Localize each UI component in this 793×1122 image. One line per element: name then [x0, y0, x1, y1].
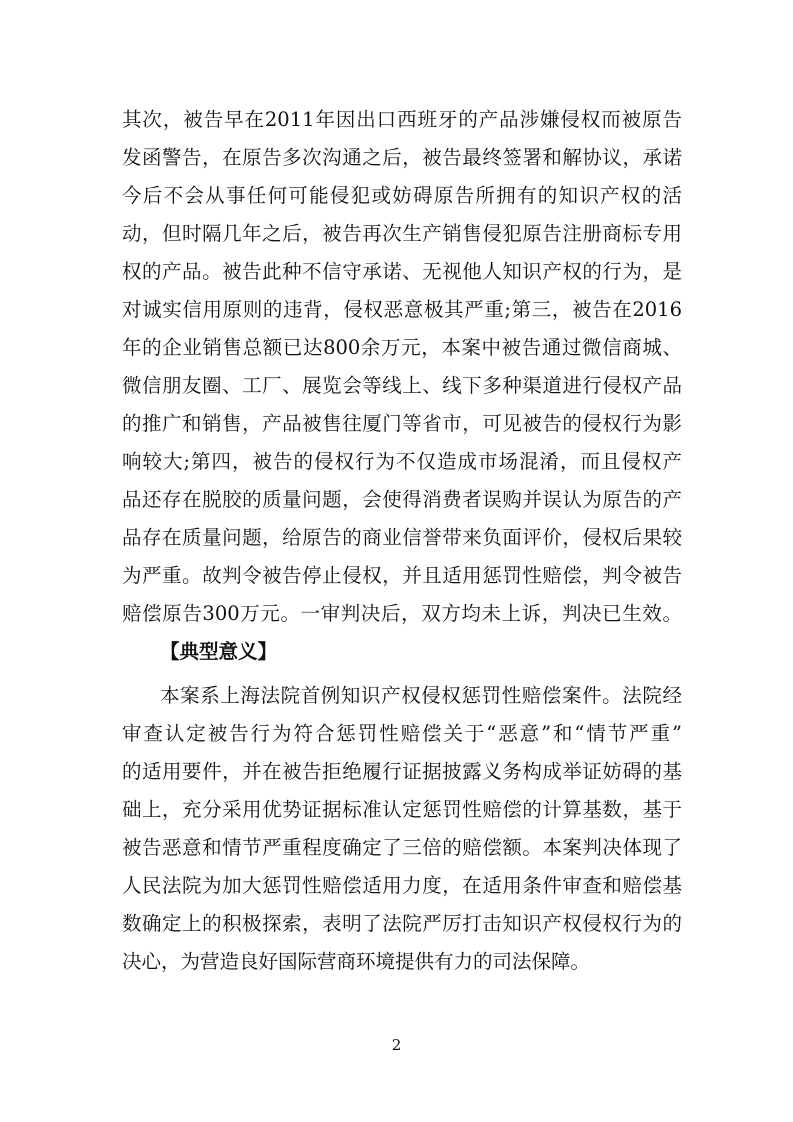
paragraph-line: 对诚实信用原则的违背，侵权恶意极其严重;第三，被告在2016: [122, 298, 682, 321]
paragraph-line: 发函警告，在原告多次沟通之后，被告最终签署和解协议，承诺: [122, 146, 682, 169]
page-number: 2: [391, 1036, 402, 1054]
paragraph-line: 年的企业销售总额已达800余万元，本案中被告通过微信商城、: [122, 336, 682, 359]
section-heading: 【典型意义】: [160, 640, 278, 663]
paragraph-line: 今后不会从事任何可能侵犯或妨碍原告所拥有的知识产权的活: [122, 184, 682, 207]
paragraph-line: 动，但时隔几年之后，被告再次生产销售侵犯原告注册商标专用: [122, 222, 682, 245]
paragraph-line: 的推广和销售，产品被售往厦门等省市，可见被告的侵权行为影: [122, 412, 682, 435]
paragraph-line: 品存在质量问题，给原告的商业信誉带来负面评价，侵权后果较: [122, 526, 682, 549]
paragraph-line: 微信朋友圈、工厂、展览会等线上、线下多种渠道进行侵权产品: [122, 374, 682, 397]
paragraph-line: 审查认定被告行为符合惩罚性赔偿关于“恶意”和“情节严重”: [122, 722, 682, 745]
paragraph-line: 其次，被告早在2011年因出口西班牙的产品涉嫌侵权而被原告: [122, 108, 682, 131]
paragraph-line: 响较大;第四，被告的侵权行为不仅造成市场混淆，而且侵权产: [122, 450, 682, 473]
paragraph-line: 权的产品。被告此种不信守承诺、无视他人知识产权的行为，是: [122, 260, 682, 283]
paragraph-line: 赔偿原告300万元。一审判决后，双方均未上诉，判决已生效。: [122, 602, 682, 625]
paragraph-line: 本案系上海法院首例知识产权侵权惩罚性赔偿案件。法院经: [160, 684, 682, 707]
paragraph-line: 的适用要件，并在被告拒绝履行证据披露义务构成举证妨碍的基: [122, 760, 682, 783]
paragraph-line: 品还存在脱胶的质量问题，会使得消费者误购并误认为原告的产: [122, 488, 682, 511]
paragraph-line: 础上，充分采用优势证据标准认定惩罚性赔偿的计算基数，基于: [122, 798, 682, 821]
paragraph-line: 决心，为营造良好国际营商环境提供有力的司法保障。: [122, 950, 591, 973]
paragraph-line: 数确定上的积极探索，表明了法院严厉打击知识产权侵权行为的: [122, 912, 682, 935]
paragraph-line: 人民法院为加大惩罚性赔偿适用力度，在适用条件审查和赔偿基: [122, 874, 682, 897]
paragraph-line: 为严重。故判令被告停止侵权，并且适用惩罚性赔偿，判令被告: [122, 564, 682, 587]
paragraph-line: 被告恶意和情节严重程度确定了三倍的赔偿额。本案判决体现了: [122, 836, 682, 859]
